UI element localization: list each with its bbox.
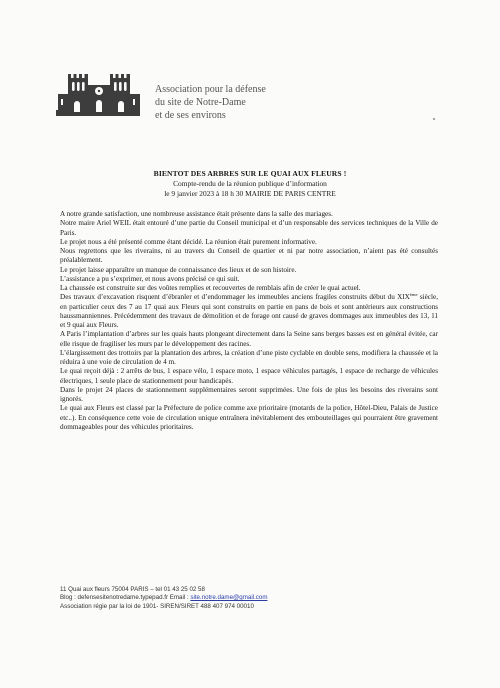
paragraph: L’élargissement des trottoirs par la plantation des arbres, la création d’une piste cyclable en double sens, modifiera la chaussée et la réduira à une voie de circulation de 4 m. bbox=[60, 348, 438, 366]
paragraph: La chaussée est construite sur des voûtes remplies et recouvertes de remblais afin de créer le quai actuel. bbox=[60, 284, 361, 292]
scan-speck bbox=[433, 118, 435, 120]
paragraph-text: Des travaux d’excavation risquent d’ébranler et d’endommager les immeubles anciens fragiles construits début du XIX bbox=[60, 293, 410, 302]
footer-contact bbox=[60, 594, 267, 602]
paragraph bbox=[60, 293, 438, 330]
paragraph: A Paris l’implantation d’arbres sur les quais hauts plongeant directement dans la Seine sans berges basses est en général évitée, car elle risque de fragiliser les murs par le développement des racines. bbox=[60, 330, 438, 348]
footer-registration: Association régie par la loi de 1901- SIREN/SIRET 488 407 974 00010 bbox=[60, 602, 254, 610]
paragraph-text: siècle, en particulier ceux des 7 au 17 quai aux Fleurs qui sont construits en partie en pans de bois et sont antérieurs aux constructions haussmanniennes. Précédemment des travaux de démolition et de forage ont causé de graves dommages aux immeubles des 13, 11 et 9 quai aux Fleurs. bbox=[60, 293, 438, 329]
report-body bbox=[60, 210, 438, 432]
association-line-3: et de ses environs bbox=[155, 110, 226, 121]
paragraph: Dans le projet 24 places de stationnement supplémentaires seront supprimées. Une fois de plus les besoins des riverains sont ignorés. bbox=[60, 385, 438, 403]
paragraph: Le quai aux Fleurs est classé par la Préfecture de police comme axe prioritaire (motards de la police, Hôtel-Dieu, Palais de Justice etc..). En conséquence cette voie de circulation unique entraînera inévitablement des embouteillages qui pourraient être gravement dommageables pour des véhicules prioritaires. bbox=[60, 404, 438, 431]
email-link[interactable]: site.notre.dame@gmail.com bbox=[190, 594, 268, 602]
paragraph: A notre grande satisfaction, une nombreuse assistance était présente dans la salle des mariages. bbox=[60, 210, 333, 218]
paragraph: Nous regrettons que les riverains, ni au travers du Conseil de quartier et ni par notre association, n’aient pas été consultés préalablement. bbox=[60, 247, 438, 265]
paragraph: Le projet nous a été présenté comme étant décidé. La réunion était purement informative. bbox=[60, 237, 317, 246]
association-line-1: Association pour la défense bbox=[155, 84, 266, 95]
paragraph: Le quai reçoit déjà : 2 arrêts de bus, 1 espace vélo, 1 espace moto, 1 espace véhicules partagés, 1 espace de recharge de véhicules électriques, 1 seule place de stationnement pour handicapés. bbox=[60, 367, 438, 385]
notre-dame-cathedral-logo bbox=[56, 68, 140, 118]
association-line-2: du site de Notre-Dame bbox=[155, 97, 246, 108]
paragraph: L’assistance a pu s’exprimer, et nous avons précisé ce qui suit. bbox=[60, 274, 240, 283]
footer bbox=[60, 586, 267, 611]
paragraph: Le projet laisse apparaître un manque de connaissance des lieux et de son histoire. bbox=[60, 265, 297, 274]
superscript: ème bbox=[409, 292, 418, 298]
association-name bbox=[155, 83, 266, 122]
meeting-date: le 9 janvier 2023 à 18 h 30 MAIRIE DE PARIS CENTRE bbox=[164, 189, 336, 198]
footer-address: 11 Quai aux fleurs 75004 PARIS – tel 01 43 25 02 58 bbox=[60, 586, 205, 593]
paragraph: Notre maire Ariel WEIL était entouré d’une partie du Conseil municipal et d’un responsable des services techniques de la Ville de Paris. bbox=[60, 219, 438, 237]
document-title: BIENTOT DES ARBRES SUR LE QUAI AUX FLEURS ! bbox=[153, 169, 347, 178]
footer-blog: Blog : defensesitenotredame.typepad.fr Email : bbox=[60, 594, 191, 602]
document-subtitle: Compte-rendu de la réunion publique d’information bbox=[173, 179, 327, 188]
